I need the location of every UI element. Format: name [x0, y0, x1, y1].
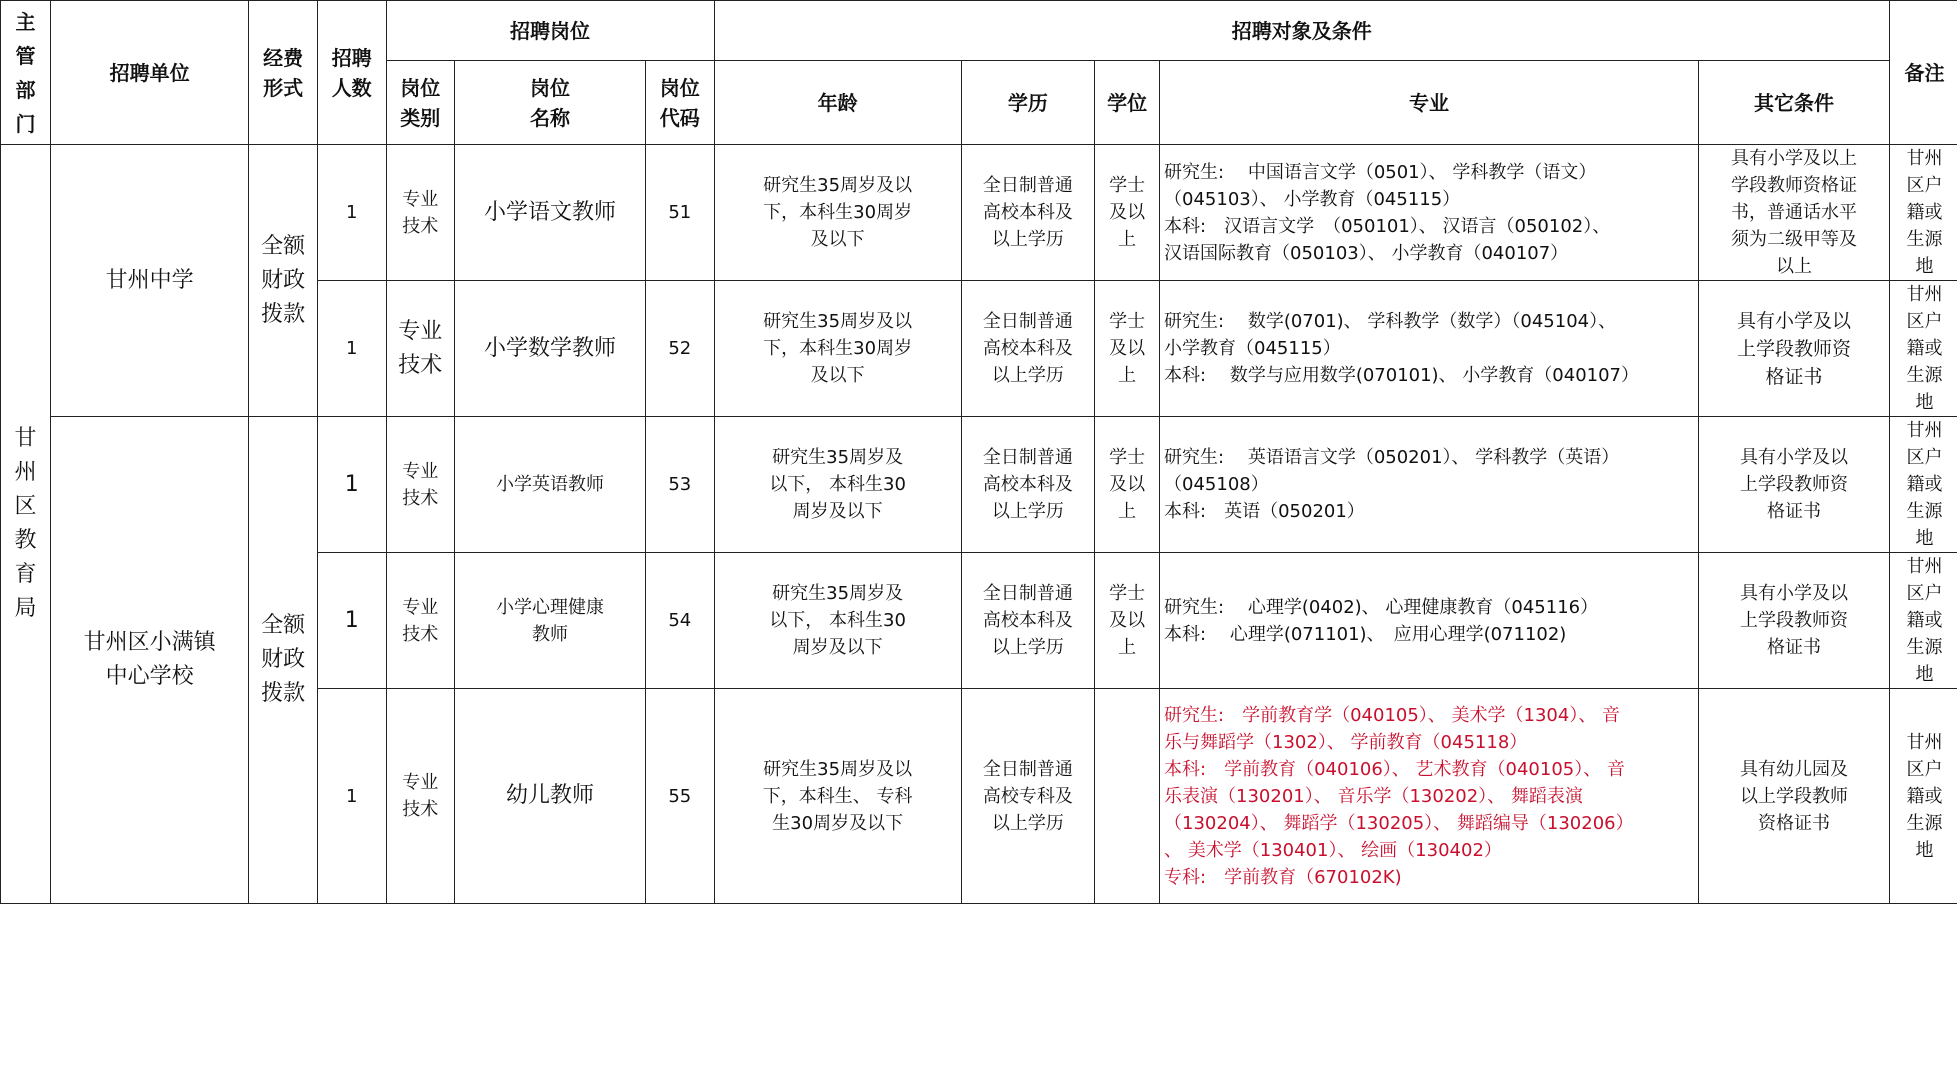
header-post: 招聘岗位 — [386, 1, 714, 61]
other-cell: 具有小学及以 上学段教师资 格证书 — [1699, 417, 1890, 553]
table-row — [1, 417, 1957, 553]
count-cell: 1 — [317, 553, 386, 689]
post-name: 幼儿教师 — [455, 689, 646, 904]
header-other: 其它条件 — [1699, 61, 1890, 145]
post-code: 53 — [646, 417, 715, 553]
count-cell: 1 — [317, 689, 386, 904]
count-cell: 1 — [317, 417, 386, 553]
age-cell: 研究生35周岁及 以下， 本科生30 周岁及以下 — [714, 417, 961, 553]
major-cell: 研究生: 学前教育学（040105）、 美术学（1304）、 音 乐与舞蹈学（1302）、 学前教育（045118） 本科: 学前教育（040106）、 艺术教育（040105）、 音 乐表演（130201）、 音乐学（130202）、 舞蹈表演 （130204）、 舞蹈学（130205）、 舞蹈编导（130206） 、 美术学（130401）、 绘画（130402） 专科: 学前教育（670102K) — [1160, 689, 1699, 904]
header-dept: 主管部门 — [1, 1, 51, 145]
post-name: 小学英语教师 — [455, 417, 646, 553]
count-cell: 1 — [317, 281, 386, 417]
post-type: 专业 技术 — [386, 281, 455, 417]
post-code: 52 — [646, 281, 715, 417]
degree-cell: 学士 及以 上 — [1095, 281, 1160, 417]
other-cell: 具有小学及以 上学段教师资 格证书 — [1699, 553, 1890, 689]
count-cell: 1 — [317, 145, 386, 281]
post-type: 专业 技术 — [386, 417, 455, 553]
remark-cell: 甘州区户籍或生源地 — [1890, 145, 1957, 281]
remark-cell: 甘州区户籍或生源地 — [1890, 281, 1957, 417]
major-cell: 研究生: 中国语言文学（0501）、 学科教学（语文） （045103）、 小学教育（045115） 本科: 汉语言文学 （050101）、 汉语言（050102）、 汉语国际教育（050103）、 小学教育（040107） — [1160, 145, 1699, 281]
major-cell: 研究生: 数学(0701)、 学科教学（数学）（045104）、 小学教育（045115） 本科: 数学与应用数学(070101)、 小学教育（040107） — [1160, 281, 1699, 417]
edu-cell: 全日制普通 高校本科及 以上学历 — [961, 417, 1095, 553]
header-post-name: 岗位 名称 — [455, 61, 646, 145]
post-code: 51 — [646, 145, 715, 281]
age-cell: 研究生35周岁及以 下，本科生30周岁 及以下 — [714, 145, 961, 281]
post-name: 小学语文教师 — [455, 145, 646, 281]
dept-cell: 甘州区教育局 — [1, 145, 51, 904]
remark-cell: 甘州区户籍或生源地 — [1890, 417, 1957, 553]
post-name: 小学心理健康教师 — [455, 553, 646, 689]
age-cell: 研究生35周岁及以 下，本科生、 专科 生30周岁及以下 — [714, 689, 961, 904]
degree-cell: 学士 及以 上 — [1095, 553, 1160, 689]
edu-cell: 全日制普通 高校本科及 以上学历 — [961, 553, 1095, 689]
table-row — [1, 145, 1957, 281]
post-code: 55 — [646, 689, 715, 904]
major-cell: 研究生: 心理学(0402)、 心理健康教育（045116） 本科: 心理学(071101)、 应用心理学(071102) — [1160, 553, 1699, 689]
fund-type: 全额财政拨款 — [249, 145, 318, 417]
post-name: 小学数学教师 — [455, 281, 646, 417]
edu-cell: 全日制普通 高校本科及 以上学历 — [961, 281, 1095, 417]
major-cell: 研究生: 英语语言文学（050201）、 学科教学（英语） （045108） 本科: 英语（050201） — [1160, 417, 1699, 553]
header-count: 招聘 人数 — [317, 1, 386, 145]
degree-cell — [1095, 689, 1160, 904]
edu-cell: 全日制普通 高校本科及 以上学历 — [961, 145, 1095, 281]
edu-cell: 全日制普通 高校专科及 以上学历 — [961, 689, 1095, 904]
post-type: 专业 技术 — [386, 553, 455, 689]
unit-name: 甘州中学 — [50, 145, 248, 417]
header-fund: 经费 形式 — [249, 1, 318, 145]
fund-type: 全额财政拨款 — [249, 417, 318, 904]
header-post-type: 岗位 类别 — [386, 61, 455, 145]
header-age: 年龄 — [714, 61, 961, 145]
header-post-code: 岗位 代码 — [646, 61, 715, 145]
remark-cell: 甘州区户籍或生源地 — [1890, 689, 1957, 904]
post-type: 专业 技术 — [386, 689, 455, 904]
other-cell: 具有幼儿园及 以上学段教师 资格证书 — [1699, 689, 1890, 904]
header-remark: 备注 — [1890, 1, 1957, 145]
unit-name: 甘州区小满镇 中心学校 — [50, 417, 248, 904]
degree-cell: 学士 及以 上 — [1095, 145, 1160, 281]
header-target: 招聘对象及条件 — [714, 1, 1889, 61]
header-degree: 学位 — [1095, 61, 1160, 145]
header-unit: 招聘单位 — [50, 1, 248, 145]
other-cell: 具有小学及以上 学段教师资格证 书，普通话水平 须为二级甲等及 以上 — [1699, 145, 1890, 281]
degree-cell: 学士 及以 上 — [1095, 417, 1160, 553]
post-type: 专业 技术 — [386, 145, 455, 281]
remark-cell: 甘州区户籍或生源地 — [1890, 553, 1957, 689]
header-major: 专业 — [1160, 61, 1699, 145]
other-cell: 具有小学及以 上学段教师资 格证书 — [1699, 281, 1890, 417]
age-cell: 研究生35周岁及以 下，本科生30周岁 及以下 — [714, 281, 961, 417]
age-cell: 研究生35周岁及 以下， 本科生30 周岁及以下 — [714, 553, 961, 689]
post-code: 54 — [646, 553, 715, 689]
header-edu: 学历 — [961, 61, 1095, 145]
